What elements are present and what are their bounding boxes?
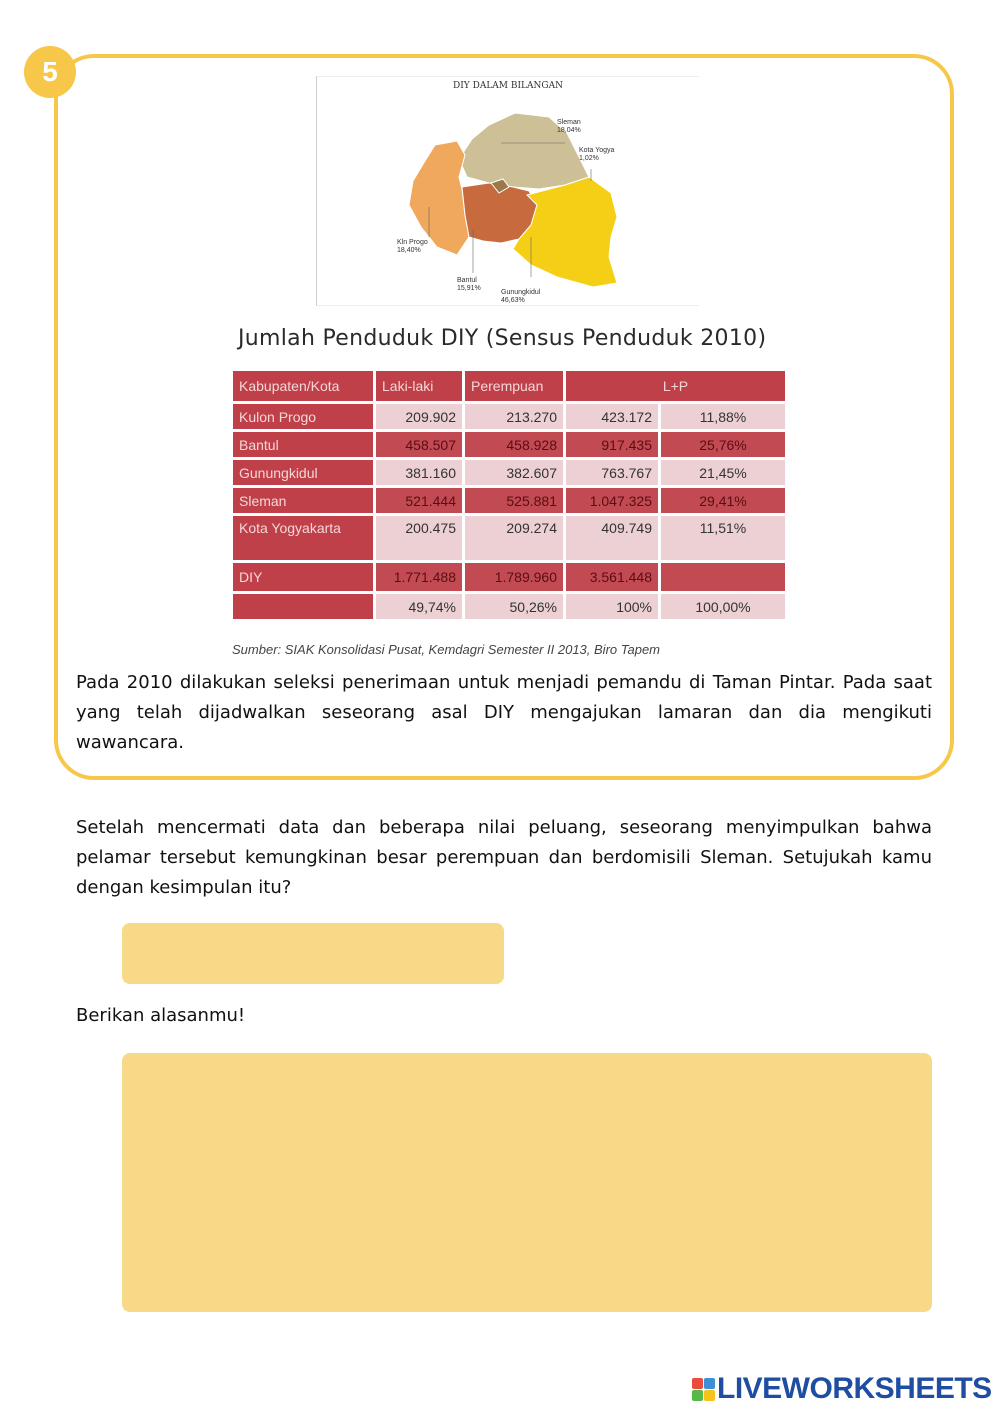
row-pct: 11,88% [661,404,785,429]
map-region-kulon-progo [409,141,469,255]
population-table [230,368,788,622]
row-total: 917.435 [566,432,658,457]
row-name: Gunungkidul [233,460,373,485]
logo-square [704,1378,715,1389]
table-row [233,432,785,457]
map-title: DIY DALAM BILANGAN [453,81,563,91]
row-name: Kulon Progo [233,404,373,429]
row-total: 409.749 [566,516,658,560]
map-label-bantul: Bantul 15,91% [457,277,481,292]
row-male: 521.444 [376,488,462,513]
row-pct: 100,00% [661,594,785,619]
row-pct [661,563,785,591]
diy-map-figure [316,76,699,306]
row-name: Sleman [233,488,373,513]
row-female: 458.928 [465,432,563,457]
diy-map [317,77,699,305]
row-total: 3.561.448 [566,563,658,591]
map-label-kota-yogya: Kota Yogya 1,02% [579,147,615,162]
row-total: 423.172 [566,404,658,429]
liveworksheets-logo-icon [692,1378,715,1401]
row-name [233,594,373,619]
agree-answer-field[interactable] [122,923,504,984]
row-pct: 25,76% [661,432,785,457]
table-row [233,488,785,513]
row-male: 209.902 [376,404,462,429]
logo-square [704,1390,715,1401]
reason-prompt: Berikan alasanmu! [76,1005,246,1026]
header-perempuan: Perempuan [465,371,563,401]
row-female: 209.274 [465,516,563,560]
row-female: 382.607 [465,460,563,485]
row-pct: 29,41% [661,488,785,513]
reason-answer-field[interactable] [122,1053,932,1312]
liveworksheets-brand [692,1372,992,1406]
table-row-share [233,594,785,619]
map-label-kulon-progo: Kln Progo 18,40% [397,239,428,254]
table-row [233,404,785,429]
row-female: 213.270 [465,404,563,429]
row-female: 1.789.960 [465,563,563,591]
table-source: Sumber: SIAK Konsolidasi Pusat, Kemdagri Semester II 2013, Biro Tapem [232,642,661,657]
row-male: 1.771.488 [376,563,462,591]
header-kabupaten: Kabupaten/Kota [233,371,373,401]
map-label-gunungkidul: Gunungkidul 46,63% [501,289,541,304]
logo-square [692,1378,703,1389]
table-row-diy [233,563,785,591]
row-name: Bantul [233,432,373,457]
row-total: 100% [566,594,658,619]
row-total: 1.047.325 [566,488,658,513]
row-pct: 21,45% [661,460,785,485]
row-female: 50,26% [465,594,563,619]
header-lp: L+P [566,371,785,401]
row-pct: 11,51% [661,516,785,560]
logo-square [692,1390,703,1401]
map-label-sleman: Sleman 18,04% [557,119,581,134]
table-row [233,460,785,485]
header-laki-laki: Laki-laki [376,371,462,401]
brand-text: LIVEWORKSHEETS [717,1372,992,1405]
row-male: 458.507 [376,432,462,457]
table-row [233,516,785,560]
row-male: 49,74% [376,594,462,619]
row-name: DIY [233,563,373,591]
row-total: 763.767 [566,460,658,485]
row-male: 381.160 [376,460,462,485]
row-male: 200.475 [376,516,462,560]
question-paragraph: Setelah mencermati data dan beberapa nilai peluang, seseorang menyimpulkan bahwa pelamar tersebut kemungkinan besar perempuan dan berdomisili Sleman. Setujukah kamu dengan kesimpulan itu? [76,817,932,898]
row-name: Kota Yogyakarta [233,516,373,560]
question-number-badge: 5 [24,46,76,98]
row-female: 525.881 [465,488,563,513]
intro-paragraph: Pada 2010 dilakukan seleksi penerimaan untuk menjadi pemandu di Taman Pintar. Pada saat yang telah dijadwalkan seseorang asal DIY mengajukan lamaran dan dia mengikuti wawancara. [76,672,932,753]
table-title: Jumlah Penduduk DIY (Sensus Penduduk 2010) [238,326,767,351]
